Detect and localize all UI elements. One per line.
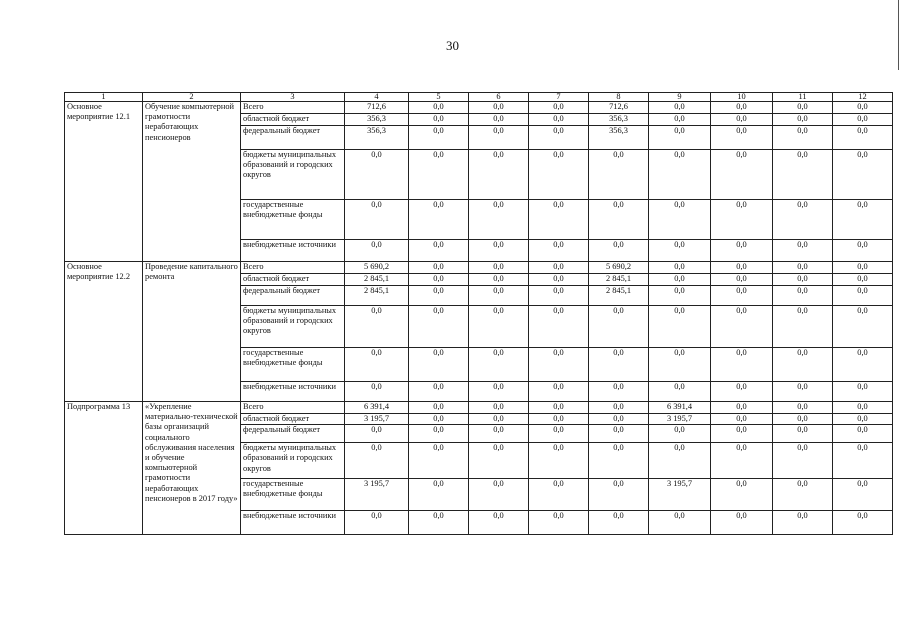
amount-cell: 0,0 — [773, 274, 833, 286]
amount-cell: 0,0 — [711, 414, 773, 425]
amount-cell: 3 195,7 — [345, 414, 409, 425]
amount-cell: 0,0 — [649, 382, 711, 402]
amount-cell: 0,0 — [529, 286, 589, 306]
amount-cell: 0,0 — [529, 425, 589, 443]
amount-cell: 0,0 — [469, 425, 529, 443]
funding-source: государственные внебюджетные фонды — [241, 479, 345, 511]
amount-cell: 0,0 — [711, 348, 773, 382]
amount-cell: 0,0 — [711, 511, 773, 535]
amount-cell: 0,0 — [469, 286, 529, 306]
amount-cell: 0,0 — [773, 262, 833, 274]
amount-cell: 0,0 — [833, 126, 893, 150]
amount-cell: 0,0 — [773, 348, 833, 382]
column-number-header: 1 — [65, 93, 143, 102]
amount-cell: 0,0 — [773, 425, 833, 443]
amount-cell: 0,0 — [409, 402, 469, 414]
amount-cell: 0,0 — [589, 414, 649, 425]
amount-cell: 0,0 — [833, 382, 893, 402]
amount-cell: 0,0 — [409, 382, 469, 402]
amount-cell: 712,6 — [589, 102, 649, 114]
amount-cell: 0,0 — [589, 306, 649, 348]
amount-cell: 3 195,7 — [345, 479, 409, 511]
page-number: 30 — [446, 38, 459, 53]
column-number-header: 8 — [589, 93, 649, 102]
amount-cell: 0,0 — [409, 200, 469, 240]
amount-cell: 0,0 — [833, 511, 893, 535]
amount-cell: 0,0 — [469, 102, 529, 114]
amount-cell: 0,0 — [773, 414, 833, 425]
funding-source: федеральный бюджет — [241, 286, 345, 306]
amount-cell: 0,0 — [649, 511, 711, 535]
amount-cell: 0,0 — [589, 479, 649, 511]
amount-cell: 0,0 — [409, 443, 469, 479]
amount-cell: 0,0 — [711, 150, 773, 200]
amount-cell: 0,0 — [469, 240, 529, 262]
amount-cell: 0,0 — [711, 126, 773, 150]
amount-cell: 0,0 — [833, 425, 893, 443]
amount-cell: 0,0 — [469, 414, 529, 425]
amount-cell: 0,0 — [529, 126, 589, 150]
amount-cell: 6 391,4 — [345, 402, 409, 414]
amount-cell: 0,0 — [711, 102, 773, 114]
funding-source: внебюджетные источники — [241, 240, 345, 262]
amount-cell: 0,0 — [345, 348, 409, 382]
amount-cell: 0,0 — [833, 274, 893, 286]
table-body — [65, 102, 893, 535]
amount-cell: 0,0 — [773, 286, 833, 306]
amount-cell: 712,6 — [345, 102, 409, 114]
amount-cell: 0,0 — [773, 443, 833, 479]
amount-cell: 0,0 — [589, 200, 649, 240]
amount-cell: 0,0 — [711, 200, 773, 240]
amount-cell: 0,0 — [711, 425, 773, 443]
amount-cell: 0,0 — [409, 102, 469, 114]
amount-cell: 0,0 — [773, 150, 833, 200]
amount-cell: 0,0 — [589, 443, 649, 479]
amount-cell: 0,0 — [529, 348, 589, 382]
amount-cell: 356,3 — [345, 114, 409, 126]
amount-cell: 0,0 — [711, 402, 773, 414]
amount-cell: 0,0 — [833, 443, 893, 479]
amount-cell: 0,0 — [345, 382, 409, 402]
amount-cell: 0,0 — [589, 402, 649, 414]
amount-cell: 0,0 — [833, 262, 893, 274]
amount-cell: 0,0 — [469, 479, 529, 511]
amount-cell: 0,0 — [773, 402, 833, 414]
amount-cell: 0,0 — [711, 240, 773, 262]
amount-cell: 0,0 — [649, 150, 711, 200]
amount-cell: 0,0 — [529, 402, 589, 414]
amount-cell: 0,0 — [773, 102, 833, 114]
funding-source: внебюджетные источники — [241, 511, 345, 535]
amount-cell: 0,0 — [529, 479, 589, 511]
amount-cell: 0,0 — [589, 240, 649, 262]
amount-cell: 0,0 — [649, 114, 711, 126]
amount-cell: 0,0 — [833, 402, 893, 414]
amount-cell: 0,0 — [409, 348, 469, 382]
amount-cell: 0,0 — [773, 240, 833, 262]
amount-cell: 0,0 — [649, 262, 711, 274]
section-code: Основное мероприятие 12.1 — [65, 102, 143, 262]
amount-cell: 0,0 — [409, 262, 469, 274]
amount-cell: 0,0 — [649, 286, 711, 306]
amount-cell: 0,0 — [589, 425, 649, 443]
amount-cell: 0,0 — [711, 306, 773, 348]
amount-cell: 0,0 — [589, 150, 649, 200]
amount-cell: 5 690,2 — [589, 262, 649, 274]
amount-cell: 356,3 — [589, 114, 649, 126]
amount-cell: 0,0 — [589, 382, 649, 402]
amount-cell: 0,0 — [649, 200, 711, 240]
funding-source: федеральный бюджет — [241, 126, 345, 150]
amount-cell: 0,0 — [649, 425, 711, 443]
amount-cell: 0,0 — [469, 306, 529, 348]
column-number-header: 10 — [711, 93, 773, 102]
amount-cell: 0,0 — [773, 479, 833, 511]
amount-cell: 0,0 — [529, 240, 589, 262]
amount-cell: 0,0 — [773, 306, 833, 348]
amount-cell: 0,0 — [833, 286, 893, 306]
column-number-header: 5 — [409, 93, 469, 102]
amount-cell: 0,0 — [529, 262, 589, 274]
funding-source: Всего — [241, 402, 345, 414]
amount-cell: 0,0 — [711, 286, 773, 306]
amount-cell: 0,0 — [409, 286, 469, 306]
amount-cell: 0,0 — [589, 348, 649, 382]
amount-cell: 3 195,7 — [649, 414, 711, 425]
amount-cell: 0,0 — [649, 126, 711, 150]
amount-cell: 0,0 — [469, 150, 529, 200]
amount-cell: 2 845,1 — [345, 286, 409, 306]
amount-cell: 0,0 — [529, 306, 589, 348]
amount-cell: 356,3 — [345, 126, 409, 150]
amount-cell: 0,0 — [773, 511, 833, 535]
amount-cell: 0,0 — [711, 274, 773, 286]
funding-source: внебюджетные источники — [241, 382, 345, 402]
amount-cell: 0,0 — [833, 240, 893, 262]
amount-cell: 0,0 — [833, 150, 893, 200]
amount-cell: 0,0 — [773, 114, 833, 126]
budget-table — [64, 92, 893, 535]
amount-cell: 0,0 — [469, 511, 529, 535]
amount-cell: 0,0 — [345, 200, 409, 240]
amount-cell: 0,0 — [469, 348, 529, 382]
funding-source: Всего — [241, 262, 345, 274]
section-name: «Укрепление материально-технической базы организаций социального обслуживания населения и обучение компьютерной грамотности неработающих пенсионеров в 2017 году» — [143, 402, 241, 535]
amount-cell: 2 845,1 — [589, 286, 649, 306]
amount-cell: 0,0 — [833, 479, 893, 511]
amount-cell: 0,0 — [409, 479, 469, 511]
column-number-header: 3 — [241, 93, 345, 102]
amount-cell: 0,0 — [529, 511, 589, 535]
amount-cell: 0,0 — [469, 200, 529, 240]
amount-cell: 0,0 — [649, 306, 711, 348]
amount-cell: 0,0 — [649, 240, 711, 262]
amount-cell: 0,0 — [469, 126, 529, 150]
amount-cell: 0,0 — [649, 348, 711, 382]
amount-cell: 0,0 — [833, 200, 893, 240]
amount-cell: 0,0 — [409, 150, 469, 200]
funding-source: Всего — [241, 102, 345, 114]
funding-source: федеральный бюджет — [241, 425, 345, 443]
section-name: Проведение капитального ремонта — [143, 262, 241, 402]
column-number-header: 9 — [649, 93, 711, 102]
section-code: Подпрограмма 13 — [65, 402, 143, 535]
amount-cell: 0,0 — [529, 414, 589, 425]
funding-source: бюджеты муниципальных образований и городских округов — [241, 443, 345, 479]
amount-cell: 0,0 — [469, 443, 529, 479]
amount-cell: 0,0 — [469, 262, 529, 274]
amount-cell: 0,0 — [529, 150, 589, 200]
amount-cell: 0,0 — [773, 200, 833, 240]
amount-cell: 0,0 — [589, 511, 649, 535]
amount-cell: 0,0 — [529, 443, 589, 479]
amount-cell: 0,0 — [345, 511, 409, 535]
amount-cell: 0,0 — [345, 240, 409, 262]
amount-cell: 0,0 — [529, 102, 589, 114]
amount-cell: 0,0 — [529, 382, 589, 402]
amount-cell: 0,0 — [409, 126, 469, 150]
section-code: Основное мероприятие 12.2 — [65, 262, 143, 402]
funding-source: бюджеты муниципальных образований и городских округов — [241, 306, 345, 348]
amount-cell: 0,0 — [711, 114, 773, 126]
amount-cell: 0,0 — [409, 274, 469, 286]
amount-cell: 0,0 — [711, 382, 773, 402]
amount-cell: 0,0 — [649, 102, 711, 114]
amount-cell: 2 845,1 — [345, 274, 409, 286]
column-number-header: 7 — [529, 93, 589, 102]
amount-cell: 0,0 — [649, 274, 711, 286]
amount-cell: 0,0 — [345, 150, 409, 200]
column-number-header: 4 — [345, 93, 409, 102]
amount-cell: 0,0 — [409, 511, 469, 535]
column-number-header: 2 — [143, 93, 241, 102]
amount-cell: 0,0 — [469, 274, 529, 286]
section-name: Обучение компьютерной грамотности неработающих пенсионеров — [143, 102, 241, 262]
amount-cell: 0,0 — [409, 240, 469, 262]
funding-source: государственные внебюджетные фонды — [241, 348, 345, 382]
amount-cell: 5 690,2 — [345, 262, 409, 274]
amount-cell: 0,0 — [833, 114, 893, 126]
funding-source: областной бюджет — [241, 114, 345, 126]
amount-cell: 0,0 — [711, 479, 773, 511]
amount-cell: 0,0 — [345, 425, 409, 443]
page-edge-line — [898, 0, 899, 70]
amount-cell: 0,0 — [469, 402, 529, 414]
amount-cell: 0,0 — [409, 414, 469, 425]
funding-source: государственные внебюджетные фонды — [241, 200, 345, 240]
funding-source: бюджеты муниципальных образований и городских округов — [241, 150, 345, 200]
amount-cell: 6 391,4 — [649, 402, 711, 414]
amount-cell: 0,0 — [833, 414, 893, 425]
amount-cell: 0,0 — [529, 114, 589, 126]
amount-cell: 0,0 — [773, 126, 833, 150]
amount-cell: 0,0 — [409, 425, 469, 443]
amount-cell: 0,0 — [469, 114, 529, 126]
amount-cell: 0,0 — [469, 382, 529, 402]
amount-cell: 0,0 — [529, 274, 589, 286]
amount-cell: 0,0 — [409, 306, 469, 348]
amount-cell: 0,0 — [529, 200, 589, 240]
funding-source: областной бюджет — [241, 274, 345, 286]
table-row — [65, 102, 893, 114]
amount-cell: 0,0 — [649, 443, 711, 479]
table-row — [65, 262, 893, 274]
amount-cell: 0,0 — [345, 306, 409, 348]
amount-cell: 0,0 — [773, 382, 833, 402]
column-number-header: 12 — [833, 93, 893, 102]
funding-source: областной бюджет — [241, 414, 345, 425]
amount-cell: 356,3 — [589, 126, 649, 150]
amount-cell: 0,0 — [833, 306, 893, 348]
amount-cell: 0,0 — [409, 114, 469, 126]
column-number-row — [65, 93, 893, 102]
amount-cell: 0,0 — [833, 102, 893, 114]
amount-cell: 0,0 — [711, 443, 773, 479]
amount-cell: 2 845,1 — [589, 274, 649, 286]
amount-cell: 0,0 — [345, 443, 409, 479]
amount-cell: 0,0 — [833, 348, 893, 382]
table-row — [65, 402, 893, 414]
column-number-header: 6 — [469, 93, 529, 102]
amount-cell: 3 195,7 — [649, 479, 711, 511]
amount-cell: 0,0 — [711, 262, 773, 274]
column-number-header: 11 — [773, 93, 833, 102]
